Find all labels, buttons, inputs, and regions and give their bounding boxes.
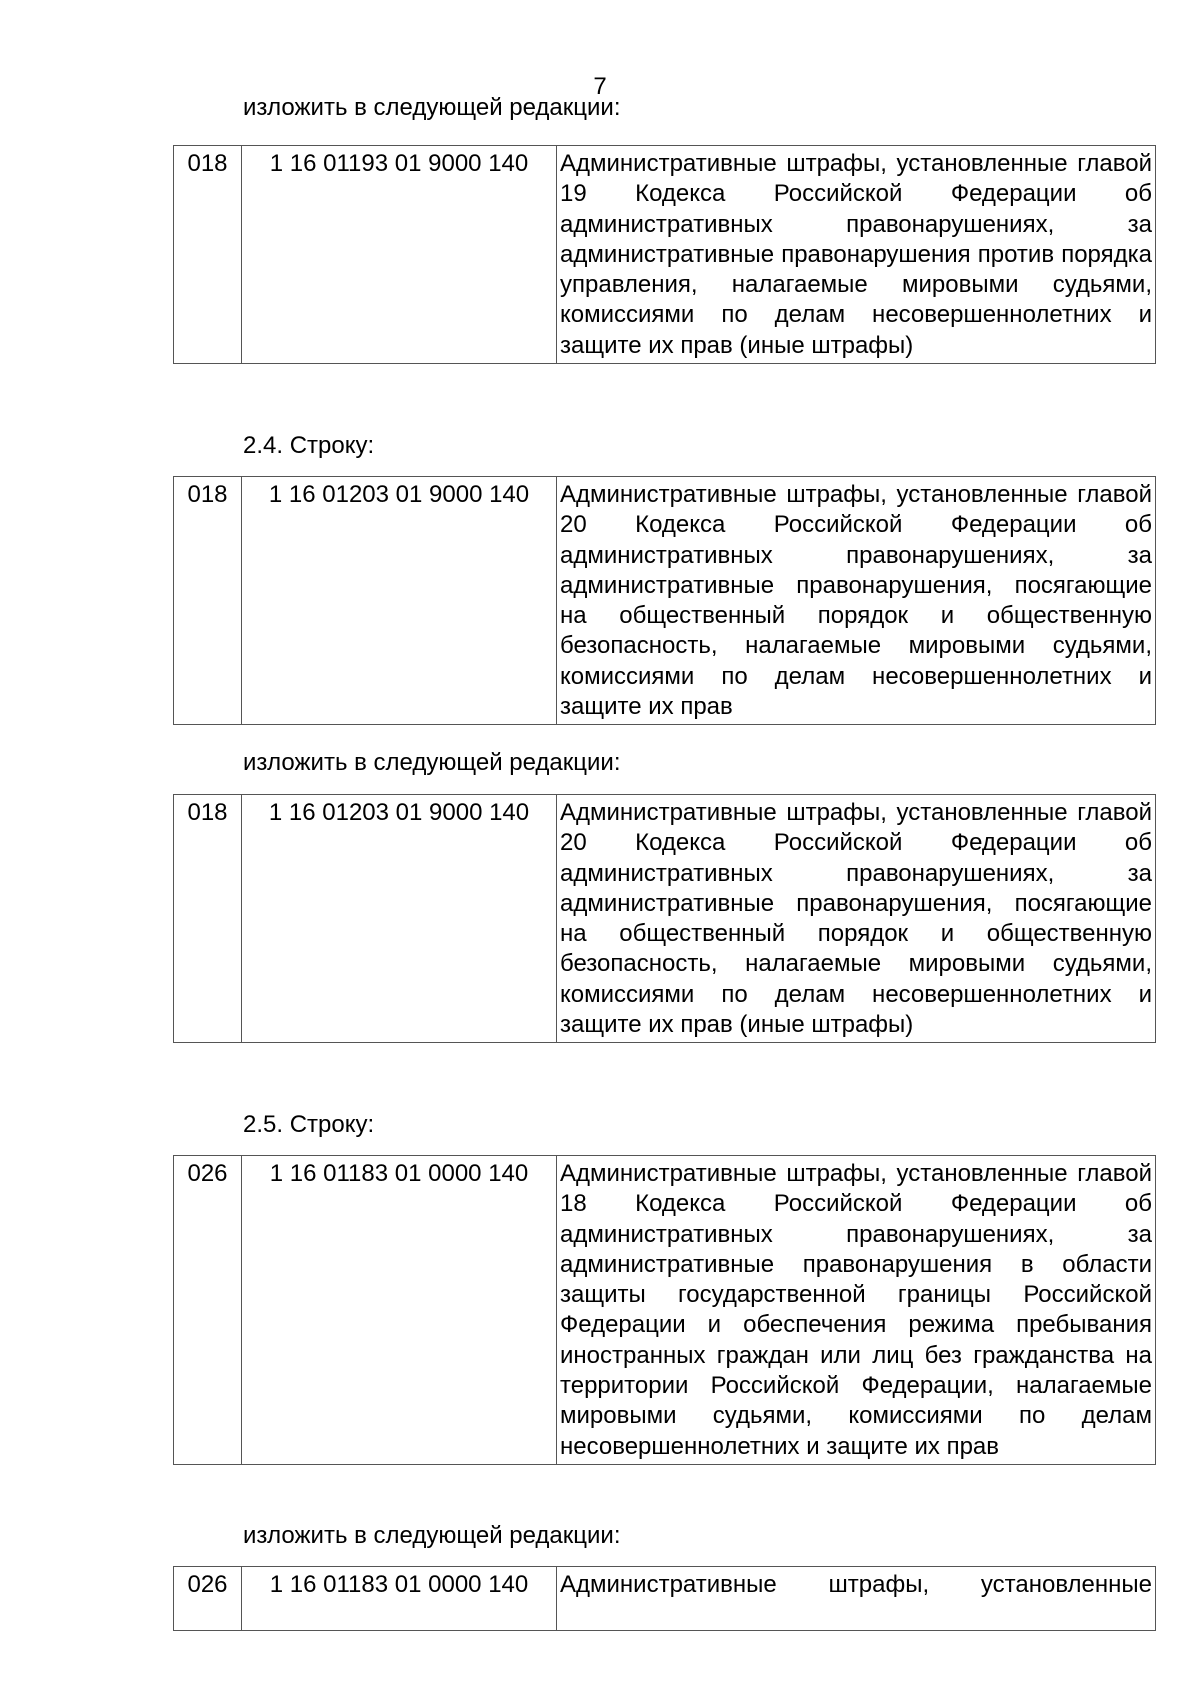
table-row (174, 1156, 1156, 1465)
kbk-code-cell: 1 16 01183 01 0000 140 (242, 1156, 557, 1465)
table-old-row-3 (173, 1155, 1156, 1465)
kbk-code-cell: 1 16 01183 01 0000 140 (242, 1567, 557, 1631)
description-cell: Административные штрафы, установленные главой 20 Кодекса Российской Федерации об административных правонарушениях, за административные правонарушения, посягающие на общественный порядок и общественную безопасность, налагаемые мировыми судьями, комиссиями по делам несовершеннолетних и защите их прав (иные штрафы) (557, 795, 1156, 1043)
table-new-row-3 (173, 1566, 1156, 1631)
admin-code-cell: 018 (174, 146, 242, 364)
table-new-row-2 (173, 794, 1156, 1043)
admin-code-cell: 018 (174, 477, 242, 725)
table-old-row-2 (173, 476, 1156, 725)
page-number: 7 (593, 73, 607, 100)
paragraph-intro-2: изложить в следующей редакции: (243, 749, 621, 776)
table-old-row-1 (173, 145, 1156, 364)
description-cell: Административные штрафы, установленные главой 20 Кодекса Российской Федерации об административных правонарушениях, за административные правонарушения, посягающие на общественный порядок и общественную безопасность, налагаемые мировыми судьями, комиссиями по делам несовершеннолетних и защите их прав (557, 477, 1156, 725)
paragraph-intro-1: изложить в следующей редакции: (243, 94, 621, 121)
admin-code-cell: 018 (174, 795, 242, 1043)
admin-code-cell: 026 (174, 1156, 242, 1465)
paragraph-item-2-4: 2.4. Строку: (243, 432, 375, 459)
description-cell: Административные штрафы, установленные главой 19 Кодекса Российской Федерации об административных правонарушениях, за административные правонарушения против порядка управления, налагаемые мировыми судьями, комиссиями по делам несовершеннолетних и защите их прав (иные штрафы) (557, 146, 1156, 364)
kbk-code-cell: 1 16 01203 01 9000 140 (242, 477, 557, 725)
description-cell: Административные штрафы, установленные (557, 1567, 1156, 1631)
paragraph-item-2-5: 2.5. Строку: (243, 1111, 375, 1138)
admin-code-cell: 026 (174, 1567, 242, 1631)
kbk-code-cell: 1 16 01203 01 9000 140 (242, 795, 557, 1043)
table-row (174, 795, 1156, 1043)
table-row (174, 146, 1156, 364)
table-row (174, 477, 1156, 725)
paragraph-intro-3: изложить в следующей редакции: (243, 1522, 621, 1549)
table-row (174, 1567, 1156, 1631)
description-cell: Административные штрафы, установленные главой 18 Кодекса Российской Федерации об административных правонарушениях, за административные правонарушения в области защиты государственной границы Российской Федерации и обеспечения режима пребывания иностранных граждан или лиц без гражданства на территории Российской Федерации, налагаемые мировыми судьями, комиссиями по делам несовершеннолетних и защите их прав (557, 1156, 1156, 1465)
kbk-code-cell: 1 16 01193 01 9000 140 (242, 146, 557, 364)
